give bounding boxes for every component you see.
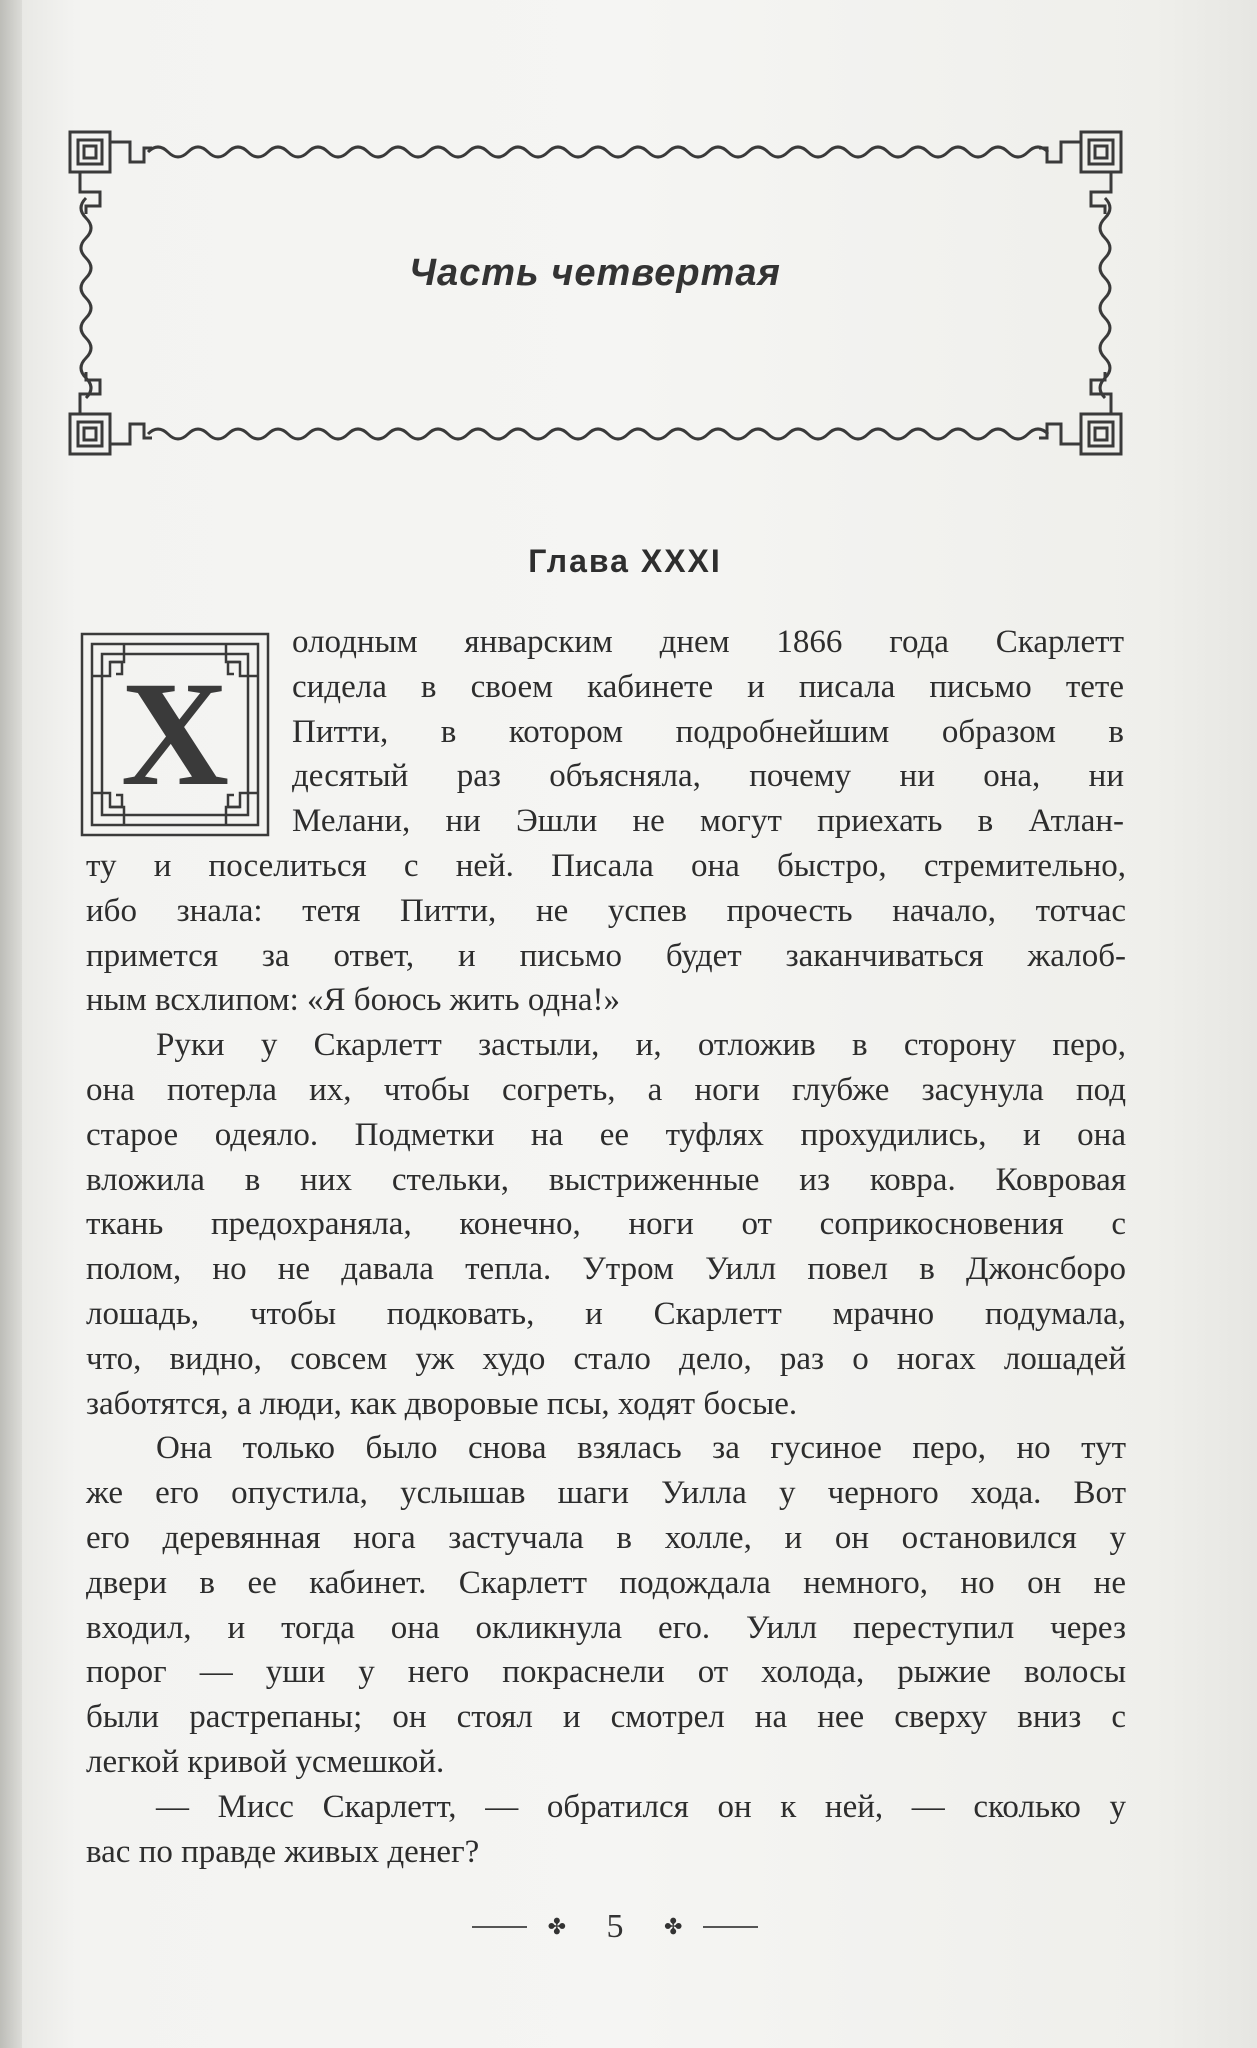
text-line: — Мисс Скарлетт, — обратился он к ней, — сколько у [156,1788,1126,1825]
footer-ornament-right: ✤ [664,1914,683,1940]
text-line: его деревянная нога застучала в холле, и он остановился у [86,1519,1126,1556]
text-line: старое одеяло. Подметки на ее туфлях прохудились, и она [86,1116,1126,1153]
ornamental-frame [68,128,1123,458]
text-line: двери в ее кабинет. Скарлетт подождала немного, но он не [86,1564,1126,1601]
text-line: полом, но не давала тепла. Утром Уилл повел в Джонсборо [86,1251,1126,1288]
text-line: десятый раз объясняла, почему ни она, ни [292,758,1124,795]
text-line: ту и поселиться с ней. Писала она быстро, стремительно, [86,848,1126,884]
book-gutter [0,0,22,2048]
footer-rule-left [472,1926,527,1928]
text-line: Питти, в котором подробнейшим образом в [292,713,1124,750]
text-line: примется за ответ, и письмо будет заканчиваться жалоб- [86,937,1126,974]
text-line: заботятся, а люди, как дворовые псы, ходят босые. [86,1385,798,1422]
drop-cap-letter: Х [120,651,230,817]
text-line: были растрепаны; он стоял и смотрел на нее сверху вниз с [86,1699,1126,1736]
text-line: Руки у Скарлетт застыли, и, отложив в сторону перо, [156,1027,1126,1064]
text-line: Она только было снова взялась за гусиное перо, но тут [156,1430,1126,1467]
chapter-title: Глава XXXI [528,543,722,579]
text-line: ткань предохраняла, конечно, ноги от соприкосновения с [86,1206,1126,1243]
text-line: лошадь, чтобы подковать, и Скарлетт мрачно подумала, [86,1295,1126,1332]
text-line: же его опустила, услышав шаги Уилла у черного хода. Вот [86,1475,1126,1512]
text-line: олодным январским днем 1866 года Скарлетт [292,624,1124,660]
text-line: ным всхлипом: «Я боюсь жить одна!» [86,982,620,1019]
text-line: вложила в них стельки, выстриженные из ковра. Ковровая [86,1161,1126,1198]
part-title: Часть четвертая [409,252,781,294]
body-text [86,844,1126,1874]
text-line: вас по правде живых денег? [86,1833,480,1870]
page-footer [0,1906,1230,1946]
text-line: сидела в своем кабинете и писала письмо тете [292,668,1124,705]
text-line: ибо знала: тетя Питти, не успев прочесть начало, тотчас [86,892,1126,929]
drop-cap [80,632,270,837]
text-line: она потерла их, чтобы согреть, а ноги глубже засунула под [86,1071,1126,1108]
footer-rule-right [703,1926,758,1928]
page-number: 5 [606,1908,624,1946]
first-paragraph-wrapped-lines [292,620,1124,844]
text-line: легкой кривой усмешкой. [86,1743,445,1780]
text-line: входил, и тогда она окликнула его. Уилл переступил через [86,1609,1126,1646]
text-line: Мелани, ни Эшли не могут приехать в Атлан- [292,803,1124,840]
text-line: что, видно, совсем уж худо стало дело, раз о ногах лошадей [86,1340,1126,1377]
text-line: порог — уши у него покраснели от холода, рыжие волосы [86,1654,1126,1691]
footer-ornament-left: ✤ [547,1914,566,1940]
